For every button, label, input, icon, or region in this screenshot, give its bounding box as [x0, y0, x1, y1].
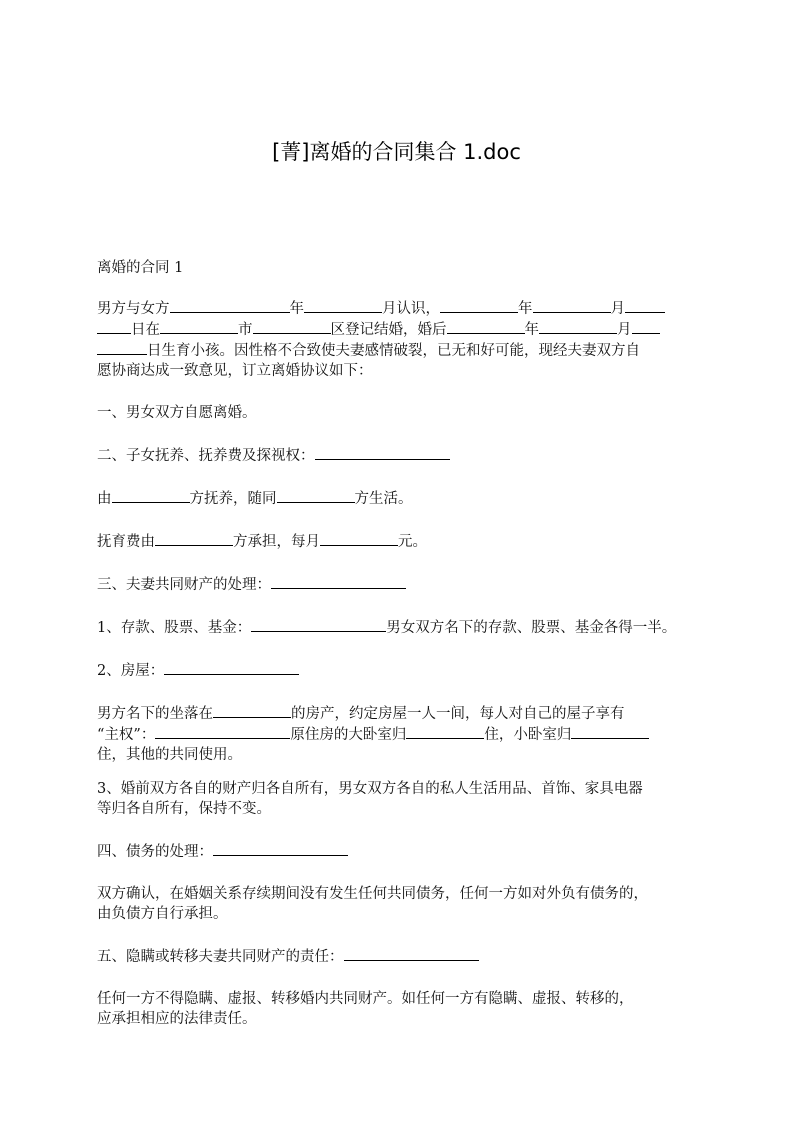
text: 方抚养，随同: [189, 491, 277, 507]
text: 年: [289, 301, 304, 317]
document-title: [菁]离婚的合同集合 1.doc: [272, 140, 521, 164]
text: 市: [238, 322, 253, 338]
text: 区登记结婚，婚后: [330, 322, 447, 338]
text: 男方与女方: [97, 301, 170, 317]
blank-field: [251, 617, 386, 632]
blank-field: [155, 724, 290, 739]
section-4: [97, 841, 717, 862]
text: 方承担，每月: [233, 534, 320, 550]
blank-field: [320, 531, 398, 546]
housing-paragraph: [97, 703, 717, 765]
text: 月认识，: [382, 301, 440, 317]
blank-field: [406, 724, 484, 739]
section-3-1: [97, 617, 717, 638]
blank-field: [277, 488, 355, 503]
blank-field: [571, 724, 649, 739]
text: 由负债方自行承担。: [97, 906, 228, 922]
blank-field: [447, 319, 525, 334]
concealment-paragraph: [97, 989, 717, 1029]
text: 月: [617, 322, 632, 338]
text: 一、男女双方自愿离婚。: [97, 405, 257, 421]
blank-field: [160, 319, 238, 334]
section-3-2: [97, 660, 717, 681]
blank-field: [213, 703, 291, 718]
text: 日在: [131, 322, 160, 338]
text: 二、子女抚养、抚养费及探视权：: [97, 448, 315, 464]
text: 五、隐瞒或转移夫妻共同财产的责任：: [97, 949, 344, 965]
text: 应承担相应的法律责任。: [97, 1011, 257, 1027]
text: 男女双方名下的存款、股票、基金各得一半。: [386, 620, 677, 636]
contract-heading: [97, 258, 717, 278]
text: “主权”：: [97, 727, 156, 743]
blank-field: [271, 574, 406, 589]
child-support-line: [97, 531, 717, 552]
blank-field: [315, 445, 450, 460]
text: 元。: [398, 534, 427, 550]
intro-paragraph: [97, 298, 717, 381]
text: 方生活。: [354, 491, 413, 507]
text: 愿协商达成一致意见，订立离婚协议如下：: [97, 363, 373, 379]
blank-field: [344, 946, 479, 961]
blank-field: [533, 298, 611, 313]
text: 由: [97, 491, 112, 507]
blank-field: [213, 841, 348, 856]
section-5: [97, 946, 717, 967]
text: 月: [610, 301, 625, 317]
text: 四、债务的处理：: [97, 844, 213, 860]
section-1: [97, 403, 717, 423]
text: 任何一方不得隐瞒、虚报、转移婚内共同财产。如任何一方有隐瞒、虚报、转移的，: [97, 991, 634, 1007]
text: 三、夫妻共同财产的处理：: [97, 577, 271, 593]
blank-field: [97, 340, 147, 355]
blank-field: [155, 531, 233, 546]
blank-field: [625, 298, 665, 313]
blank-field: [440, 298, 518, 313]
text: 住，小卧室归: [484, 727, 572, 743]
section-3: [97, 574, 717, 595]
text: 1、存款、股票、基金：: [97, 620, 252, 636]
section-3-3: [97, 779, 717, 819]
blank-field: [164, 660, 299, 675]
section-2: [97, 445, 717, 466]
debt-paragraph: [97, 884, 717, 924]
text: 男方名下的坐落在: [97, 706, 213, 722]
text: 日生育小孩。因性格不合致使夫妻感情破裂，已无和好可能，现经夫妻双方自: [147, 343, 640, 359]
blank-field: [253, 319, 331, 334]
text: 等归各自所有，保持不变。: [97, 801, 271, 817]
blank-field: [632, 319, 660, 334]
blank-field: [304, 298, 382, 313]
document-body: [97, 258, 717, 1029]
heading-text: 离婚的合同 1: [97, 260, 184, 276]
custody-line: [97, 488, 717, 509]
blank-field: [170, 298, 290, 313]
text: 年: [518, 301, 533, 317]
blank-field: [539, 319, 617, 334]
text: 住，其他的共同使用。: [97, 747, 242, 763]
text: 年: [524, 322, 539, 338]
text: 双方确认，在婚姻关系存续期间没有发生任何共同债务，任何一方如对外负有债务的，: [97, 886, 648, 902]
text: 抚育费由: [97, 534, 155, 550]
text: 2、房屋：: [97, 663, 165, 679]
text: 原住房的大卧室归: [290, 727, 407, 743]
blank-field: [112, 488, 190, 503]
text: 的房产，约定房屋一人一间，每人对自己的屋子享有: [291, 706, 625, 722]
text: 3、婚前双方各自的财产归各自所有，男女双方各自的私人生活用品、首饰、家具电器: [97, 781, 643, 797]
blank-field: [97, 319, 131, 334]
